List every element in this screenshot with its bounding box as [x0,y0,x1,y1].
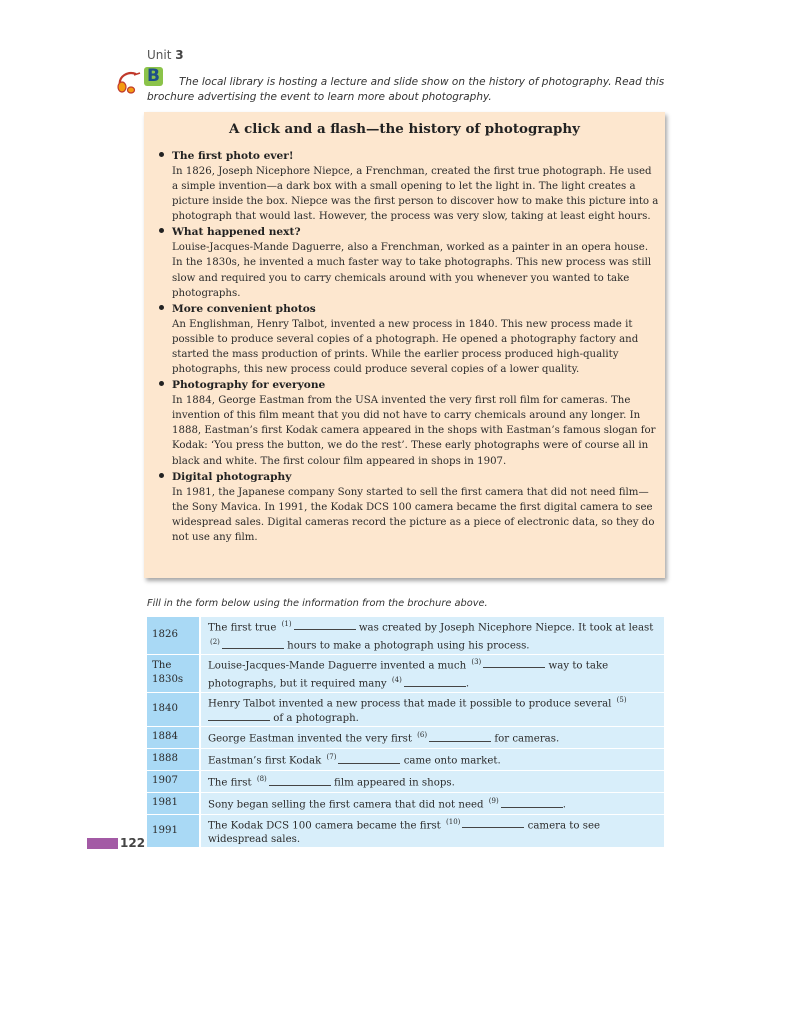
year-cell: 1907 [147,770,200,792]
bullet-dot [159,228,164,233]
brochure-title: A click and a flash—the history of photography [229,121,580,137]
section-body: In 1884, George Eastman from the USA invented the very first roll film for cameras. The invention of this film meant that you did not have to carry chemicals around any longer. In 1888, Eastman’s first Kodak camera appeared in the shops with Eastman’s famous slogan for Kodak: ‘You press the button, we do the rest’. These early photographs were of course all in black and white. The first colour film appeared in shops in 1907. [172,395,656,467]
blank-number: (5) [616,695,627,704]
bullet-dot [159,381,164,386]
unit-number: 3 [175,48,184,62]
sentence-text: Henry Talbot invented a new process that made it possible to produce several [208,697,615,709]
sentence-text: George Eastman invented the very first [208,733,416,745]
year-cell: The 1830s [147,654,200,692]
form-row [147,748,664,770]
section-body: Louise-Jacques-Mande Daguerre, also a Frenchman, worked as a painter in an opera house. In the 1830s, he invented a much faster way to take photographs. This new process was still slow and required you to carry chemicals around with you whenever you wanted to take photographs. [172,242,652,299]
year-cell: 1991 [147,814,200,847]
brochure-section [144,302,665,377]
sentence-cell [200,792,664,814]
blank-number: (2) [210,638,220,647]
answer-blank[interactable] [501,798,563,808]
brochure-box [144,112,665,578]
form-row [147,692,664,726]
unit-word: Unit [147,48,172,62]
sentence-text: Louise-Jacques-Mande Daguerre invented a much [208,660,470,672]
bullet-dot [159,305,164,310]
year-cell: 1888 [147,748,200,770]
form-row [147,792,664,814]
answer-blank[interactable] [483,658,545,668]
blank-number: (9) [488,797,499,806]
blank-number: (6) [417,731,428,740]
answer-blank[interactable] [404,677,466,687]
section-heading: What happened next? [172,226,301,239]
blank-number: (8) [256,775,267,784]
section-heading: More convenient photos [172,302,316,315]
sentence-cell [200,654,664,692]
year-cell: 1884 [147,726,200,748]
timeline-form [147,617,664,848]
unit-label [147,48,184,62]
exercise-letter-badge: B [144,67,163,86]
blank-number: (10) [446,817,461,826]
answer-blank[interactable] [269,776,331,786]
sentence-cell [200,617,664,654]
sentence-cell [200,692,664,726]
sentence-text: way to take photographs, but it required many [208,660,609,690]
sentence-text: The Kodak DCS 100 camera became the first [208,820,445,832]
sentence-text: came onto market. [400,755,501,767]
year-cell: 1981 [147,792,200,814]
answer-blank[interactable] [294,620,356,630]
sentence-text: Eastman’s first Kodak [208,755,325,767]
form-instruction: Fill in the form below using the information from the brochure above. [147,598,488,609]
brochure-section [144,378,665,468]
bullet-dot [159,152,164,157]
page-number: 122 [120,836,146,850]
sentence-text: was created by Joseph Nicephore Niepce. It took at least [355,622,654,634]
section-body: In 1981, the Japanese company Sony started to sell the first camera that did not need film—the Sony Mavica. In 1991, the Kodak DCS 100 camera became the first digital camera to see widespread sales. Digital cameras record the picture as a piece of electronic data, so they do not use any film. [172,486,655,543]
section-body: An Englishman, Henry Talbot, invented a new process in 1840. This new process made it possible to produce several copies of a photograph. He opened a photography factory and started the mass production of prints. While the earlier process produced high-quality photographs, this new process could produce several copies of a lower quality. [172,318,639,376]
answer-blank[interactable] [222,639,284,649]
headphones-icon [114,68,144,94]
year-cell: 1826 [147,617,200,654]
answer-blank[interactable] [338,754,400,764]
sentence-cell [200,726,664,748]
sentence-text: . [562,799,566,811]
sentence-cell [200,814,664,847]
sentence-text: of a photograph. [270,712,359,724]
section-heading: Digital photography [172,470,292,483]
answer-blank[interactable] [429,732,491,742]
brochure-section [144,225,665,300]
sentence-text: camera to see widespread sales. [208,820,601,846]
sentence-text: film appeared in shops. [330,777,455,789]
form-row [147,770,664,792]
sentence-text: . [465,678,470,690]
section-heading: Photography for everyone [172,379,326,392]
blank-number: (7) [326,753,337,762]
brochure-section [144,149,665,224]
answer-blank[interactable] [462,818,524,828]
sentence-cell [200,770,664,792]
brochure-sections [144,149,665,545]
sentence-text: The first true [208,622,280,634]
bullet-dot [159,473,164,478]
brochure-section [144,470,665,545]
year-cell: 1840 [147,692,200,726]
blank-number: (3) [471,657,482,666]
page-bar-decoration [87,838,118,849]
form-row [147,814,664,847]
sentence-cell [200,748,664,770]
form-row [147,726,664,748]
sentence-text: Sony began selling the first camera that did not need [208,799,487,811]
answer-blank[interactable] [208,711,270,721]
section-body: In 1826, Joseph Nicephore Niepce, a Frenchman, created the first true photograph. He used a simple invention—a dark box with a small opening to let the light in. The light creates a picture inside the box. Niepce was the first person to discover how to make this picture into a photograph that would last. However, the process was very slow, taking at least eight hours. [172,166,659,223]
sentence-text: hours to make a photograph using his process. [283,640,530,652]
section-heading: The first photo ever! [172,150,294,162]
blank-number: (1) [281,620,292,628]
blank-number: (4) [391,676,402,685]
form-row [147,617,664,654]
sentence-text: The first [208,777,255,789]
form-row [147,654,664,692]
exercise-intro: The local library is hosting a lecture and slide show on the history of photography. Read this brochure advertising the event to learn more about photography. [147,76,665,103]
sentence-text: for cameras. [491,733,560,745]
